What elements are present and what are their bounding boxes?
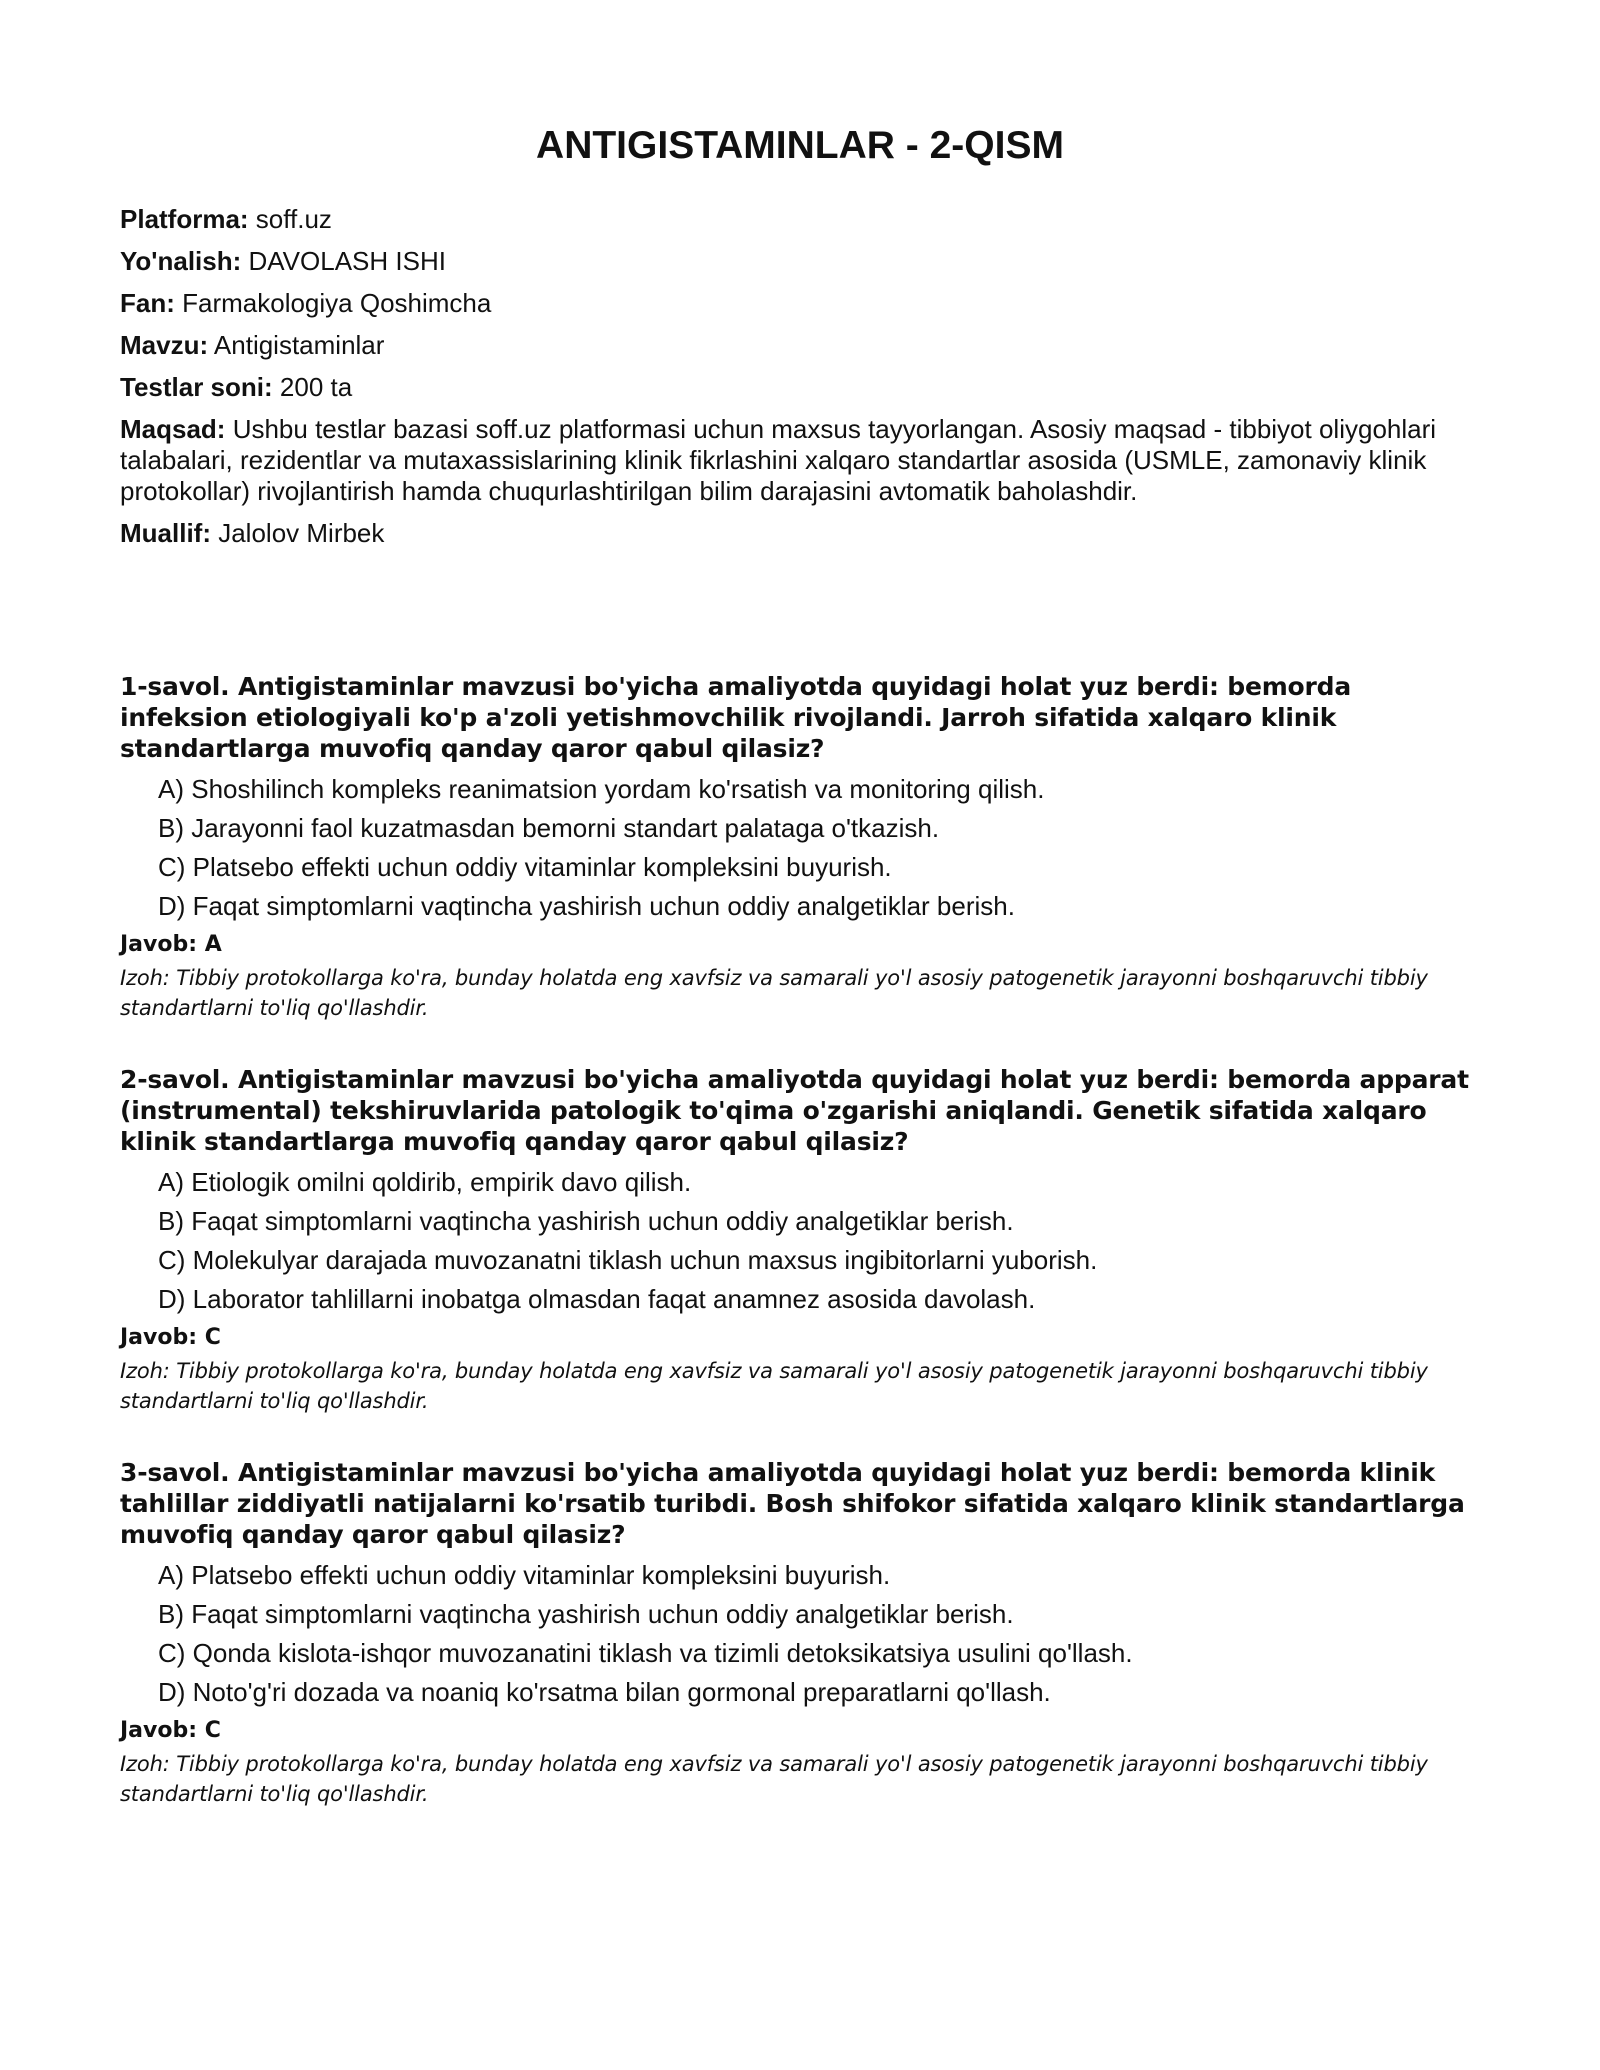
- option-list: [120, 1167, 1480, 1314]
- page-title: ANTIGISTAMINLAR - 2-QISM: [536, 124, 1064, 167]
- option-b: B) Faqat simptomlarni vaqtincha yashirish uchun oddiy analgetiklar berish.: [158, 1206, 1014, 1236]
- explanation-note: Izoh: Tibbiy protokollarga ko'ra, bunday holatda eng xavfsiz va samarali yo'l asosiy patogenetik jarayonni boshqaruvchi tibbiy standartlarni to'liq qo'llashdir.: [120, 1359, 1428, 1413]
- answer-label: Javob: A: [120, 932, 222, 957]
- metadata-block: [120, 204, 1480, 560]
- option-list: [120, 1560, 1480, 1707]
- option-a: A) Shoshilinch kompleks reanimatsion yordam ko'rsatish va monitoring qilish.: [158, 774, 1045, 804]
- option-c: C) Platsebo effekti uchun oddiy vitaminlar kompleksini buyurish.: [158, 852, 892, 882]
- meta-test-count: [120, 372, 1480, 403]
- meta-label: Muallif:: [120, 518, 211, 548]
- option-d: D) Noto'g'ri dozada va noaniq ko'rsatma bilan gormonal preparatlarni qo'llash.: [158, 1677, 1051, 1707]
- answer-label: Javob: C: [120, 1325, 221, 1350]
- meta-purpose: [120, 414, 1480, 507]
- meta-label: Mavzu:: [120, 330, 209, 360]
- meta-value: DAVOLASH ISHI: [241, 246, 446, 276]
- option-b: B) Faqat simptomlarni vaqtincha yashirish uchun oddiy analgetiklar berish.: [158, 1599, 1014, 1629]
- option-a: A) Platsebo effekti uchun oddiy vitaminlar kompleksini buyurish.: [158, 1560, 891, 1590]
- question-list: [120, 671, 1480, 1850]
- question-2: [120, 1064, 1480, 1416]
- option-b: B) Jarayonni faol kuzatmasdan bemorni standart palataga o'tkazish.: [158, 813, 940, 843]
- option-a: A) Etiologik omilni qoldirib, empirik davo qilish.: [158, 1167, 692, 1197]
- meta-author: [120, 518, 1480, 549]
- option-d: D) Faqat simptomlarni vaqtincha yashirish uchun oddiy analgetiklar berish.: [158, 891, 1015, 921]
- option-c: C) Molekulyar darajada muvozanatni tiklash uchun maxsus ingibitorlarni yuborish.: [158, 1245, 1098, 1275]
- question-1: [120, 671, 1480, 1023]
- meta-value: Ushbu testlar bazasi soff.uz platformasi uchun maxsus tayyorlangan. Asosiy maqsad - tibbiyot oliygohlari talabalari, rezidentlar va mutaxassislarining klinik fikrlashini xalqaro standartlar asosida (USMLE, zamonaviy klinik protokollar) rivojlantirish hamda chuqurlashtirilgan bilim darajasini avtomatik baholashdir.: [120, 414, 1437, 506]
- meta-label: Testlar soni:: [120, 372, 273, 402]
- meta-label: Yo'nalish:: [120, 246, 242, 276]
- meta-value: 200 ta: [272, 372, 353, 402]
- meta-direction: [120, 246, 1480, 277]
- option-c: C) Qonda kislota-ishqor muvozanatini tiklash va tizimli detoksikatsiya usulini qo'llash.: [158, 1638, 1133, 1668]
- meta-subject: [120, 288, 1480, 319]
- question-text: 1-savol. Antigistaminlar mavzusi bo'yicha amaliyotda quyidagi holat yuz berdi: bemorda infeksion etiologiyali ko'p a'zoli yetishmovchilik rivojlandi. Jarroh sifatida xalqaro klinik standartlarga muvofiq qanday qaror qabul qilasiz?: [120, 672, 1352, 763]
- explanation-note: Izoh: Tibbiy protokollarga ko'ra, bunday holatda eng xavfsiz va samarali yo'l asosiy patogenetik jarayonni boshqaruvchi tibbiy standartlarni to'liq qo'llashdir.: [120, 966, 1428, 1020]
- meta-label: Fan:: [120, 288, 175, 318]
- meta-value: soff.uz: [248, 204, 332, 234]
- meta-value: Farmakologiya Qoshimcha: [174, 288, 492, 318]
- meta-topic: [120, 330, 1480, 361]
- meta-label: Maqsad:: [120, 414, 226, 444]
- meta-value: Jalolov Mirbek: [211, 518, 385, 548]
- question-text: 2-savol. Antigistaminlar mavzusi bo'yicha amaliyotda quyidagi holat yuz berdi: bemorda apparat (instrumental) tekshiruvlarida patologik to'qima o'zgarishi aniqlandi. Genetik sifatida xalqaro klinik standartlarga muvofiq qanday qaror qabul qilasiz?: [120, 1065, 1469, 1156]
- answer-label: Javob: C: [120, 1718, 221, 1743]
- question-text: 3-savol. Antigistaminlar mavzusi bo'yicha amaliyotda quyidagi holat yuz berdi: bemorda klinik tahlillar ziddiyatli natijalarni ko'rsatib turibdi. Bosh shifokor sifatida xalqaro klinik standartlarga muvofiq qanday qaror qabul qilasiz?: [120, 1458, 1465, 1549]
- question-3: [120, 1457, 1480, 1809]
- meta-label: Platforma:: [120, 204, 249, 234]
- explanation-note: Izoh: Tibbiy protokollarga ko'ra, bunday holatda eng xavfsiz va samarali yo'l asosiy patogenetik jarayonni boshqaruvchi tibbiy standartlarni to'liq qo'llashdir.: [120, 1752, 1428, 1806]
- option-d: D) Laborator tahlillarni inobatga olmasdan faqat anamnez asosida davolash.: [158, 1284, 1036, 1314]
- meta-value: Antigistaminlar: [208, 330, 385, 360]
- meta-platform: [120, 204, 1480, 235]
- option-list: [120, 774, 1480, 921]
